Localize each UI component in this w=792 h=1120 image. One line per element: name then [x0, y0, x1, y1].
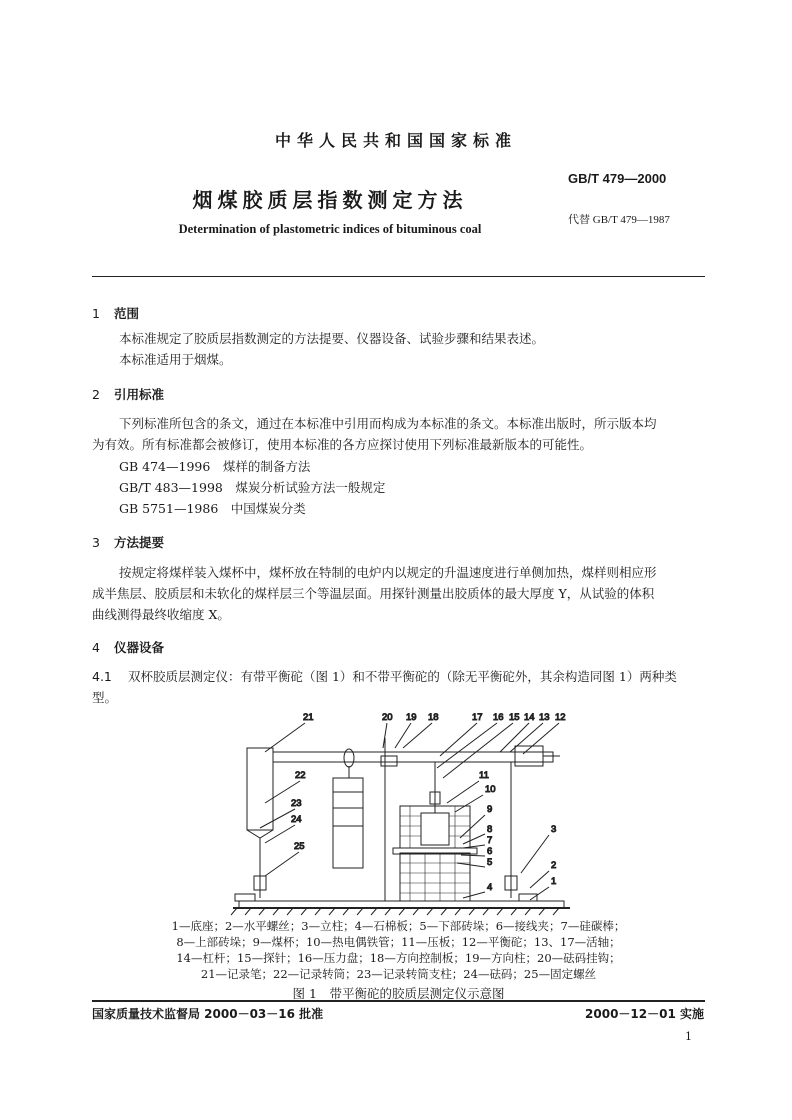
figure-legend-line: 14—杠杆；15—探针；16—压力盘；18—方向控制板；19—方向柱；20—砝码挂钩；	[176, 951, 621, 965]
figure-title: 图 1 带平衡砣的胶质层测定仪示意图	[292, 986, 505, 1001]
implementation-date: 2000－12－01 实施	[585, 1007, 704, 1021]
paragraph-line: 成半焦层、胶质层和未软化的煤样层三个等温层面。用探针测量出胶质体的最大厚度 Y，从试验的体积	[92, 586, 655, 601]
label-17: 17	[472, 712, 483, 723]
label-18: 18	[428, 712, 439, 723]
paragraph: 本标准规定了胶质层指数测定的方法提要、仪器设备、试验步骤和结果表述。	[119, 331, 545, 346]
label-15: 15	[509, 712, 520, 723]
label-2: 2	[551, 860, 557, 871]
label-16: 16	[493, 712, 504, 723]
label-8: 8	[487, 824, 493, 835]
replaces-note: 代替 GB/T 479—1987	[568, 214, 670, 226]
page-number: 1	[685, 1030, 692, 1043]
clause-number: 4.1	[92, 669, 112, 684]
section-2-heading	[92, 385, 164, 403]
section-number: 4	[92, 640, 100, 655]
label-7: 7	[487, 835, 493, 846]
label-21: 21	[303, 712, 314, 723]
label-12: 12	[555, 712, 566, 723]
standard-code: GB/T 479—2000	[568, 171, 667, 186]
standard-org-heading: 中华人民共和国国家标准	[274, 131, 517, 150]
section-number: 2	[92, 387, 100, 402]
section-title: 引用标准	[114, 387, 165, 402]
apparatus-diagram	[225, 708, 585, 918]
reference-item: GB 474—1996 煤样的制备方法	[119, 459, 311, 474]
label-1: 1	[551, 876, 557, 887]
label-14: 14	[524, 712, 535, 723]
label-13: 13	[539, 712, 550, 723]
section-3-heading	[92, 533, 164, 551]
english-title: Determination of plastometric indices of bituminous coal	[178, 222, 482, 236]
approval-line: 国家质量技术监督局 2000－03－16 批准	[92, 1007, 324, 1021]
clause-continuation: 型。	[92, 690, 118, 705]
label-25: 25	[294, 841, 305, 852]
paragraph-line: 按规定将煤样装入煤杯中，煤杯放在特制的电炉内以规定的升温速度进行单侧加热，煤样则相应形	[119, 565, 657, 580]
clause-text: 双杯胶质层测定仪：有带平衡砣（图 1）和不带平衡砣的（除无平衡砣外，其余构造同图 1）两种类	[128, 669, 677, 684]
figure-legend-line: 8—上部砖垛；9—煤杯；10—热电偶铁管；11—压板；12—平衡砣；13、17—活轴；	[176, 935, 621, 949]
figure-legend-line: 1—底座；2—水平螺丝；3—立柱；4—石棉板；5—下部砖垛；6—接线夹；7—硅碳棒；	[171, 919, 626, 933]
label-6: 6	[487, 846, 493, 857]
paragraph: 本标准适用于烟煤。	[119, 352, 232, 367]
section-4-heading	[92, 638, 164, 656]
paragraph-line: 曲线测得最终收缩度 X。	[92, 607, 230, 622]
label-11: 11	[479, 770, 489, 781]
section-number: 1	[92, 306, 100, 321]
section-1-heading	[92, 304, 139, 322]
label-5: 5	[487, 857, 493, 868]
section-title: 范围	[114, 306, 140, 321]
paragraph-line: 下列标准所包含的条文，通过在本标准中引用而构成为本标准的条文。本标准出版时，所示版本均	[119, 416, 657, 431]
section-title: 仪器设备	[114, 640, 165, 655]
label-10: 10	[485, 784, 496, 795]
label-22: 22	[295, 770, 306, 781]
footer-divider	[92, 1000, 705, 1002]
label-24: 24	[291, 814, 302, 825]
label-19: 19	[406, 712, 417, 723]
label-4: 4	[487, 882, 493, 893]
figure-legend-line: 21—记录笔；22—记录转筒；23—记录转筒支柱；24—砝码；25—固定螺丝	[200, 967, 597, 981]
paragraph-line: 为有效。所有标准都会被修订，使用本标准的各方应探讨使用下列标准最新版本的可能性。	[92, 437, 593, 452]
label-23: 23	[291, 798, 302, 809]
clause-4-1	[92, 666, 677, 687]
header-divider	[92, 276, 705, 277]
label-20: 20	[382, 712, 393, 723]
reference-item: GB/T 483—1998 煤炭分析试验方法一般规定	[119, 480, 386, 495]
label-9: 9	[487, 804, 493, 815]
section-number: 3	[92, 535, 100, 550]
section-title: 方法提要	[114, 535, 165, 550]
label-3: 3	[551, 824, 557, 835]
document-title: 烟煤胶质层指数测定方法	[192, 188, 468, 212]
reference-item: GB 5751—1986 中国煤炭分类	[119, 501, 306, 516]
